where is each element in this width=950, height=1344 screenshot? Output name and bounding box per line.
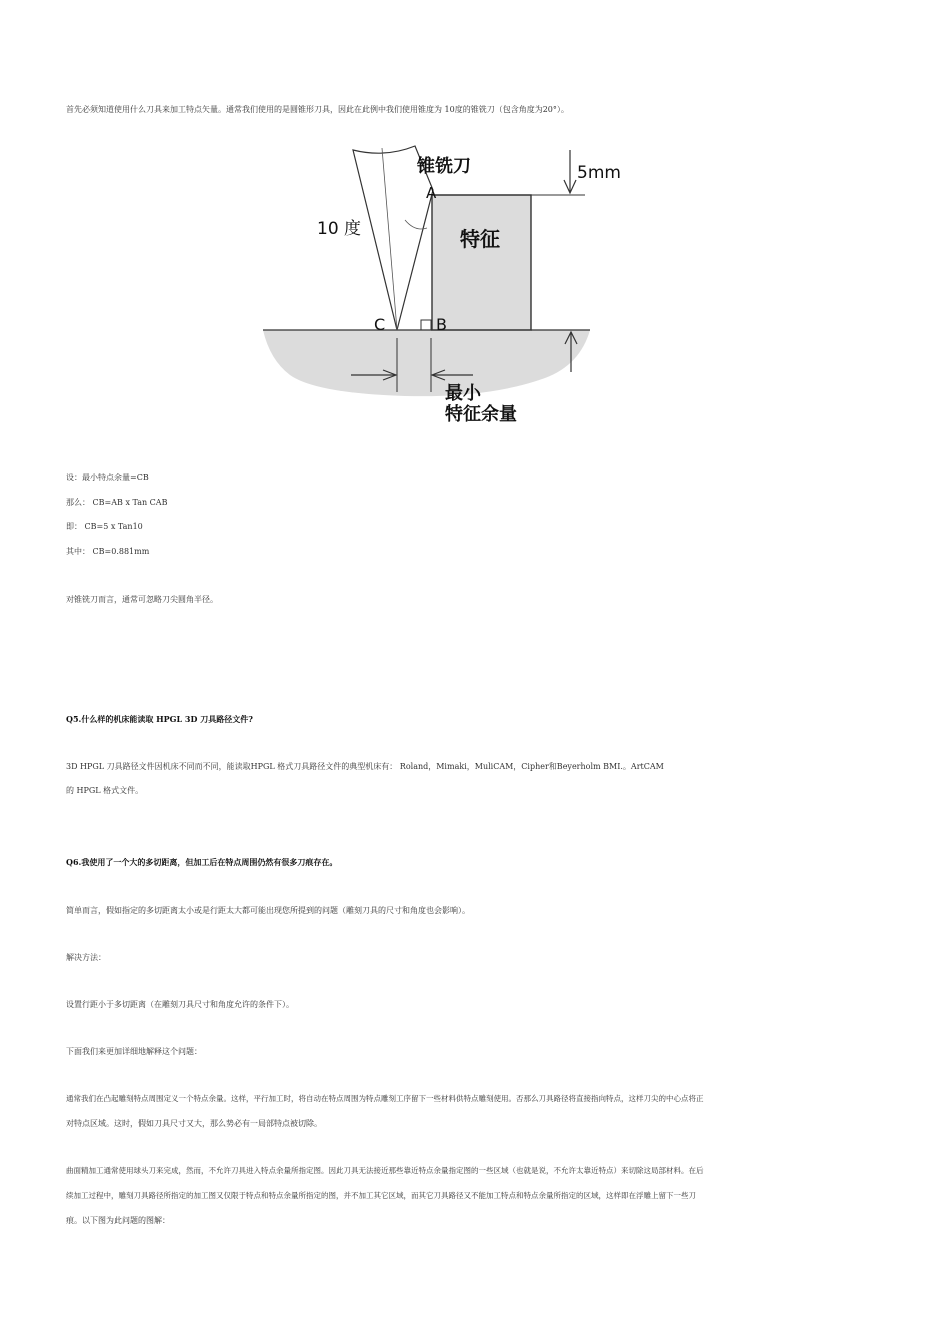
- min-label-line1: 最小: [445, 383, 481, 404]
- formula-line-3: 即： CB=5 x Tan10: [66, 522, 143, 531]
- q6-paragraph-4: 下面我们来更加详细地解释这个问题：: [66, 1047, 202, 1056]
- min-label-line2: 特征余量: [445, 404, 517, 425]
- formula-line-4: 其中： CB=0.881mm: [66, 547, 150, 556]
- formula-line-1: 设：最小特点余量=CB: [66, 473, 149, 482]
- q6-title: Q6.我使用了一个大的多切距离，但加工后在特点周围仍然有很多刀痕存在。: [66, 857, 338, 867]
- tool-diagram: [255, 140, 635, 430]
- tool-label: 锥铣刀: [417, 156, 471, 177]
- q5-title: Q5.什么样的机床能读取 HPGL 3D 刀具路径文件?: [66, 714, 253, 724]
- feature-label: 特征: [460, 227, 500, 251]
- angle-label: 10 度: [317, 219, 362, 239]
- q6-paragraph-2: 解决方法：: [66, 953, 106, 962]
- q6-paragraph-6-line-2: 续加工过程中，雕刻刀具路径所指定的加工图又仅限于特点和特点余量所指定的图，并不加工其它区域，而其它刀具路径又不能加工特点和特点余量所指定的区域，这样即在浮雕上留下一些刀: [66, 1191, 696, 1200]
- point-a-label: A: [426, 184, 437, 202]
- q5-paragraph-line-2: 的 HPGL 格式文件。: [66, 786, 144, 795]
- q6-paragraph-6-line-1: 曲面精加工通常使用球头刀来完成，然而，不允许刀具进入特点余量所指定图。因此刀具无法接近那些靠近特点余量指定图的一些区域（也就是说，不允许太靠近特点）来切除这局部材料。在后: [66, 1166, 704, 1175]
- intro-paragraph: 首先必须知道使用什么刀具来加工特点矢量。通常我们使用的是圆锥形刀具，因此在此例中我们使用锥度为 10度的锥铣刀（包含角度为20°）。: [66, 105, 569, 114]
- q6-paragraph-5-line-2: 对特点区域。这时，假如刀具尺寸又大，那么势必有一局部特点被切除。: [66, 1119, 322, 1128]
- note-paragraph: 对锥铣刀而言，通常可忽略刀尖圆角半径。: [66, 595, 218, 604]
- q5-paragraph-line-1: 3D HPGL 刀具路径文件因机床不同而不同，能读取HPGL 格式刀具路径文件的典型机床有： Roland，Mimaki，MuliCAM，Cipher和Beyerholm BMI.。ArtCAM: [66, 762, 664, 771]
- q6-paragraph-6-line-3: 痕。以下图为此问题的图解：: [66, 1216, 170, 1225]
- q6-paragraph-5-line-1: 通常我们在凸起雕刻特点周围定义一个特点余量。这样，平行加工时，将自动在特点周围为特点雕刻工序留下一些材料供特点雕刻使用。否那么刀具路径将直接指向特点，这样刀尖的中心点将正: [66, 1094, 704, 1103]
- right-angle-marker: [421, 320, 431, 330]
- formula-line-2: 那么： CB=AB x Tan CAB: [66, 498, 168, 507]
- depth-label: 5mm: [577, 163, 621, 183]
- feature-block: [432, 195, 531, 330]
- material-base: [263, 330, 590, 396]
- point-c-label: C: [374, 315, 386, 334]
- q6-paragraph-1: 简单而言，假如指定的多切距离太小或是行距太大都可能出现您所提到的问题（雕刻刀具的尺寸和角度也会影响）。: [66, 906, 470, 915]
- point-b-label: B: [436, 315, 447, 334]
- q6-paragraph-3: 设置行距小于多切距离（在雕刻刀具尺寸和角度允许的条件下）。: [66, 1000, 294, 1009]
